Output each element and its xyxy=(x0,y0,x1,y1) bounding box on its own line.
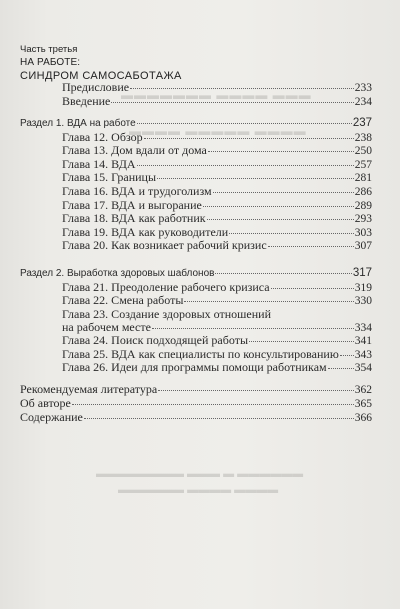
toc-page-number: 317 xyxy=(352,267,372,279)
toc-entry xyxy=(62,293,372,307)
toc-page-number: 238 xyxy=(354,132,372,144)
toc-entry-title: Глава 19. ВДА как руководители xyxy=(62,225,229,239)
toc-section xyxy=(20,116,372,130)
dot-leader xyxy=(137,114,352,124)
toc-entry-title: Раздел 2. Выработка здоровых шаблонов xyxy=(20,268,215,279)
toc-page-number: 330 xyxy=(354,295,372,307)
toc-entry-title: Глава 26. Идеи для программы помощи работникам xyxy=(62,360,327,374)
toc-page-number: 307 xyxy=(354,240,372,252)
toc-page-number: 233 xyxy=(354,82,372,94)
toc-entry-title: Содержание xyxy=(20,410,83,424)
dot-leader xyxy=(152,319,354,329)
toc-page-number: 250 xyxy=(354,145,372,157)
bleed-through-decoration: ▬▬▬▬ ▬▬▬▬ ▬▬▬▬▬▬ xyxy=(118,484,279,496)
dot-leader xyxy=(130,79,354,89)
toc-page-number: 362 xyxy=(354,384,372,396)
dot-leader xyxy=(249,332,354,342)
toc-entry-title: Глава 23. Создание здоровых отношений xyxy=(62,307,272,321)
toc-entry xyxy=(20,396,372,410)
dot-leader xyxy=(268,237,354,247)
toc-entry-title: Введение xyxy=(62,94,111,108)
bleed-through-decoration: ▬▬▬▬ ▬▬▬▬▬ ▬▬▬▬ xyxy=(128,124,306,138)
dot-leader xyxy=(158,381,354,391)
dot-leader xyxy=(144,129,354,139)
dot-leader xyxy=(208,142,354,152)
toc-entry-title: Глава 14. ВДА xyxy=(62,157,136,171)
toc-entry-title: Глава 18. ВДА как работник xyxy=(62,211,206,225)
toc-entry xyxy=(62,360,372,374)
toc-section xyxy=(20,266,372,280)
part-title: НА РАБОТЕ: xyxy=(20,57,81,68)
toc-entry-title: Глава 12. Обзор xyxy=(62,130,143,144)
toc-entry xyxy=(62,94,372,108)
dot-leader xyxy=(271,279,354,289)
part-heading xyxy=(20,44,182,83)
toc-entry xyxy=(62,211,372,225)
toc-entry-title: Глава 20. Как возникает рабочий кризис xyxy=(62,238,267,252)
toc-entry-title: Раздел 1. ВДА на работе xyxy=(20,118,136,129)
toc-entry xyxy=(62,238,372,252)
bleed-through-decoration: ▬▬▬ ▬▬▬▬ ▬▬▬▬▬▬▬ xyxy=(120,88,311,102)
dot-leader xyxy=(72,395,354,405)
toc-entry-title: на рабочем месте xyxy=(62,320,151,334)
dot-leader xyxy=(184,292,353,302)
toc-entry-title: Глава 16. ВДА и трудоголизм xyxy=(62,184,212,198)
part-subtitle: СИНДРОМ САМОСАБОТАЖА xyxy=(20,70,182,82)
dot-leader xyxy=(137,156,354,166)
dot-leader xyxy=(213,183,354,193)
toc-entry-title: Предисловие xyxy=(62,80,130,94)
toc-entry-title: Глава 25. ВДА как специалисты по консультированию xyxy=(62,347,339,361)
dot-leader xyxy=(328,359,354,369)
toc-entry-title: Глава 24. Поиск подходящей работы xyxy=(62,333,248,347)
toc-page-number: 257 xyxy=(354,159,372,171)
toc-page-number: 286 xyxy=(354,186,372,198)
toc-page-number: 293 xyxy=(354,213,372,225)
toc-page-number: 366 xyxy=(354,412,372,424)
toc-entry-title: Глава 22. Смена работы xyxy=(62,293,184,307)
toc-entry-title: Глава 13. Дом вдали от дома xyxy=(62,143,207,157)
toc-entry xyxy=(62,80,372,94)
toc-page-number: 343 xyxy=(354,349,372,361)
dot-leader xyxy=(340,346,354,356)
toc-page-number: 303 xyxy=(354,227,372,239)
toc-entry-title: Глава 15. Границы xyxy=(62,170,157,184)
toc-entry-title: Глава 17. ВДА и выгорание xyxy=(62,198,202,212)
toc-page-number: 334 xyxy=(354,322,372,334)
dot-leader xyxy=(207,210,354,220)
toc-entry xyxy=(20,410,372,424)
bleed-through-decoration: ▬▬▬▬▬▬ ▬ ▬▬▬ ▬▬▬▬▬▬▬▬ xyxy=(96,468,304,480)
toc-page-number: 281 xyxy=(354,172,372,184)
toc-page-number: 354 xyxy=(354,362,372,374)
toc-entry-title: Глава 21. Преодоление рабочего кризиса xyxy=(62,280,270,294)
toc-page-number: 319 xyxy=(354,282,372,294)
toc-entry-title: Рекомендуемая литература xyxy=(20,382,158,396)
toc-page-number: 289 xyxy=(354,200,372,212)
dot-leader xyxy=(215,264,351,274)
toc-entry xyxy=(62,184,372,198)
toc-entry xyxy=(62,170,372,184)
dot-leader xyxy=(84,409,354,419)
dot-leader xyxy=(203,197,354,207)
dot-leader xyxy=(157,169,354,179)
toc-entry xyxy=(62,347,372,361)
toc-entry xyxy=(62,143,372,157)
dot-leader xyxy=(229,224,354,234)
toc-page-number: 365 xyxy=(354,398,372,410)
toc-page-number: 237 xyxy=(352,117,372,129)
toc-entry xyxy=(20,382,372,396)
dot-leader xyxy=(111,93,353,103)
toc-page-number: 341 xyxy=(354,335,372,347)
toc-entry-title: Об авторе xyxy=(20,396,71,410)
toc-page-number: 234 xyxy=(354,96,372,108)
part-label: Часть третья xyxy=(20,44,78,55)
toc-entry xyxy=(62,333,372,347)
